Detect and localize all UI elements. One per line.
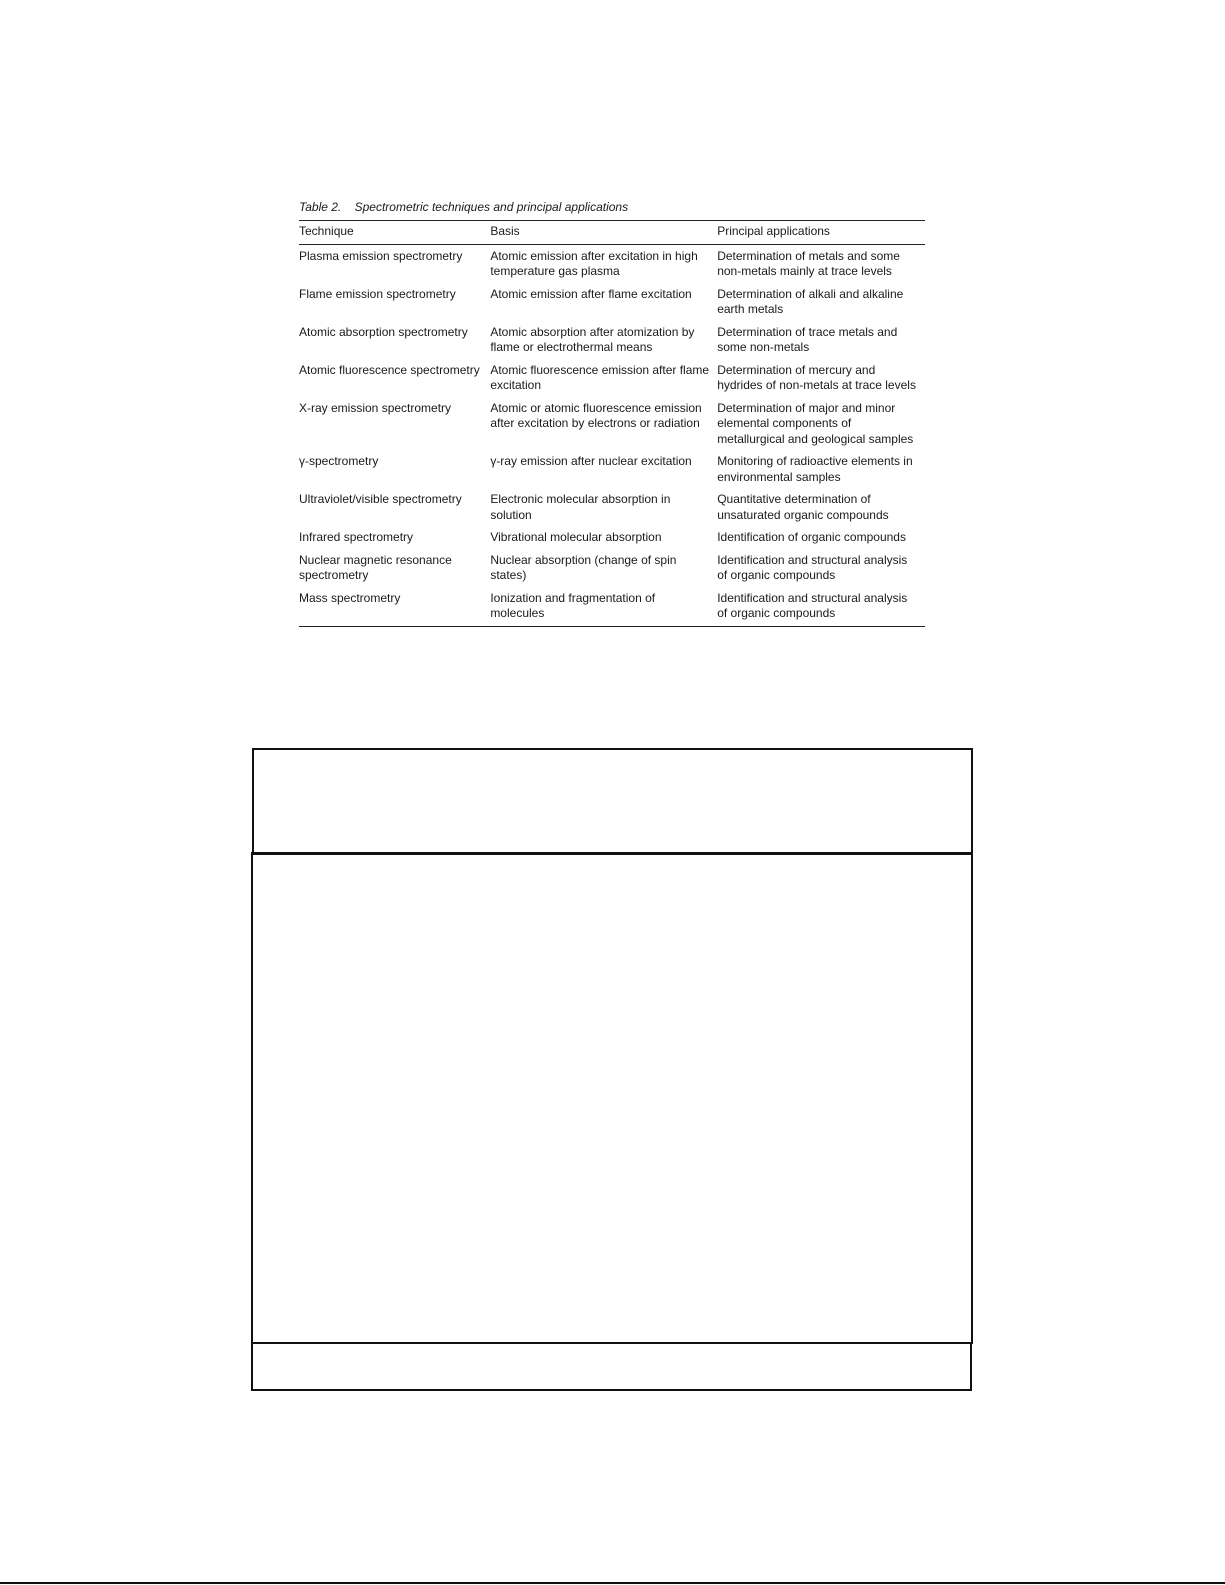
technique-cell: Ultraviolet/visible spectrometry — [299, 492, 462, 506]
technique-cell: Nuclear magnetic resonance spectrometry — [299, 552, 452, 582]
header-principal-applications: Principal applications — [717, 224, 830, 238]
application-cell: Determination of trace metals and some non-metals — [717, 324, 898, 354]
table-header-row — [299, 221, 925, 245]
technique-cell: Plasma emission spectrometry — [299, 248, 463, 263]
application-cell: Determination of metals and some non-metals mainly at trace levels — [717, 248, 900, 278]
basis-cell: Atomic emission after excitation in high temperature gas plasma — [490, 248, 698, 278]
table-row — [299, 591, 925, 627]
table-row — [299, 553, 925, 591]
technique-cell: Mass spectrometry — [299, 590, 401, 605]
header-technique: Technique — [299, 224, 354, 238]
basis-cell: Electronic molecular absorption in solution — [490, 492, 671, 522]
basis-cell: Atomic or atomic fluorescence emission after excitation by electrons or radiation — [490, 400, 702, 430]
table-row — [299, 492, 925, 530]
technique-cell: Atomic fluorescence spectrometry — [299, 362, 480, 377]
technique-cell: γ-spectrometry — [299, 454, 379, 468]
table-row — [299, 530, 925, 553]
table-row — [299, 244, 925, 287]
technique-cell: Infrared spectrometry — [299, 530, 414, 544]
basis-cell: Nuclear absorption (change of spin states) — [490, 552, 677, 582]
technique-cell: Flame emission spectrometry — [299, 286, 456, 301]
table-caption — [299, 200, 628, 214]
basis-cell: Atomic emission after flame excitation — [490, 286, 692, 301]
application-cell: Identification of organic compounds — [717, 530, 906, 544]
technique-cell: Atomic absorption spectrometry — [299, 324, 468, 339]
application-cell: Quantitative determination of unsaturated organic compounds — [717, 492, 889, 522]
application-cell: Monitoring of radioactive elements in environmental samples — [717, 454, 913, 484]
table-row — [299, 401, 925, 455]
empty-frame-top — [252, 748, 973, 855]
application-cell: Identification and structural analysis of organic compounds — [717, 552, 908, 582]
application-cell: Determination of major and minor elemental components of metallurgical and geological samples — [717, 400, 914, 446]
application-cell: Identification and structural analysis of organic compounds — [717, 590, 908, 620]
technique-cell: X-ray emission spectrometry — [299, 400, 452, 415]
basis-cell: γ-ray emission after nuclear excitation — [490, 454, 692, 468]
table-caption-title: Spectrometric techniques and principal applications — [354, 200, 629, 214]
header-basis: Basis — [490, 224, 520, 238]
table-row — [299, 287, 925, 325]
basis-cell: Ionization and fragmentation of molecules — [490, 590, 656, 620]
spectrometric-techniques-table — [299, 220, 925, 627]
basis-cell: Atomic absorption after atomization by flame or electrothermal means — [490, 324, 695, 354]
table-row — [299, 363, 925, 401]
basis-cell: Vibrational molecular absorption — [490, 530, 662, 544]
empty-frame-middle — [251, 852, 973, 1344]
application-cell: Determination of mercury and hydrides of non-metals at trace levels — [717, 362, 916, 392]
application-cell: Determination of alkali and alkaline earth metals — [717, 286, 904, 316]
table-row — [299, 454, 925, 492]
basis-cell: Atomic fluorescence emission after flame excitation — [490, 362, 710, 392]
table-caption-number: Table 2. — [299, 200, 342, 214]
table-row — [299, 325, 925, 363]
empty-frame-bottom — [251, 1342, 972, 1391]
page-bottom-rule — [0, 1582, 1225, 1584]
